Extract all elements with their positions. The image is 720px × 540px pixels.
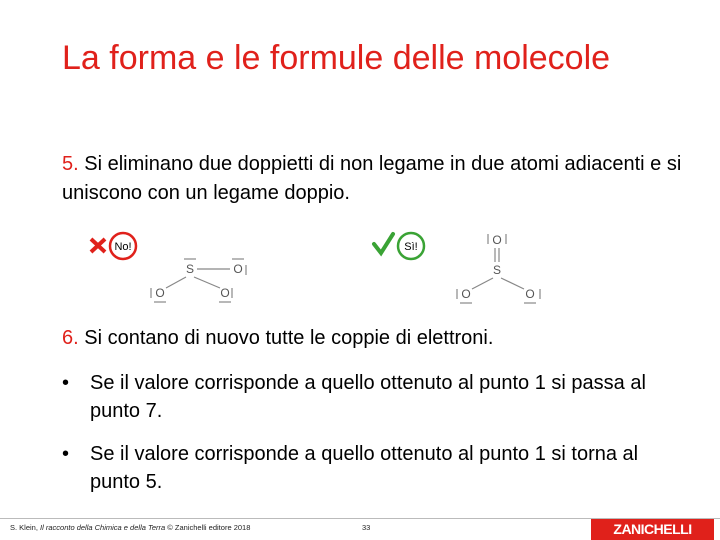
slide-title: La forma e le formule delle molecole xyxy=(62,39,611,77)
bullet-item xyxy=(62,369,662,425)
zanichelli-logo: ZANICHELLI xyxy=(591,519,714,540)
lewis-structures-diagram xyxy=(0,222,720,312)
footer-publisher: © Zanichelli editore 2018 xyxy=(165,523,251,532)
footer-citation xyxy=(10,523,250,532)
step-5-paragraph xyxy=(62,150,682,208)
bullet-dot-icon: • xyxy=(62,372,70,394)
bullet-text: Se il valore corrisponde a quello ottenuto al punto 1 si torna al punto 5. xyxy=(90,443,639,493)
bullet-item xyxy=(62,440,662,496)
right-structure xyxy=(374,233,540,303)
bullet-text: Se il valore corrisponde a quello ottenuto al punto 1 si passa al punto 7. xyxy=(90,372,646,422)
step-5-number: 5. xyxy=(62,153,79,175)
checkmark-icon xyxy=(374,234,393,253)
oxygen-bottom-wrong: O xyxy=(220,286,230,300)
sulfur-atom-right: S xyxy=(492,263,502,277)
bullet-dot-icon: • xyxy=(62,443,70,465)
oxygen-right-wrong: O xyxy=(233,262,243,276)
step-6-number: 6. xyxy=(62,327,79,349)
page-number: 33 xyxy=(362,523,371,532)
footer-author: S. Klein, xyxy=(10,523,41,532)
oxygen-left-right: O xyxy=(461,287,471,301)
footer-book-title: Il racconto della Chimica e della Terra xyxy=(40,523,166,532)
wrong-structure xyxy=(91,233,246,302)
cross-icon xyxy=(91,239,105,252)
yes-badge-label: Sì! xyxy=(404,241,418,253)
step-6-text: Si contano di nuovo tutte le coppie di elettroni. xyxy=(78,327,494,349)
step-5-text: Si eliminano due doppietti di non legame in due atomi adiacenti e si uniscono con un legame doppio. xyxy=(62,153,682,204)
sulfur-atom-wrong: S xyxy=(185,262,195,276)
oxygen-top-right: O xyxy=(492,233,502,247)
oxygen-left-wrong: O xyxy=(155,286,165,300)
no-badge-label: No! xyxy=(114,241,132,253)
step-6-paragraph xyxy=(62,324,682,353)
oxygen-right-right: O xyxy=(525,287,535,301)
